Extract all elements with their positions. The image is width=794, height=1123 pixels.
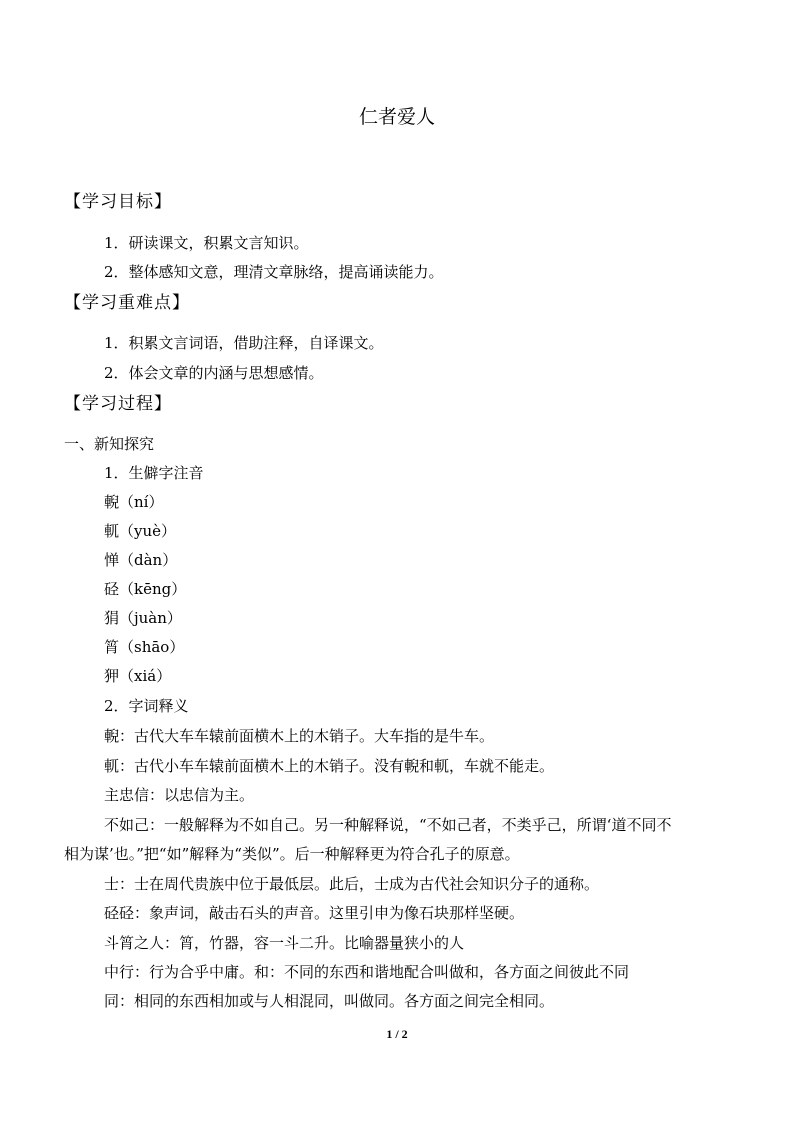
keypoints-heading: 【学习重难点】 xyxy=(64,293,190,313)
page-title: 仁者爱人 xyxy=(358,106,435,128)
definition-line: 相为谋’也。”把“如”解释为“类似”。后一种解释更为符合孔子的原意。 xyxy=(64,845,520,863)
subsection-pronunciation: 1．生僻字注音 xyxy=(104,464,204,482)
subsection-definitions: 2．字词释义 xyxy=(104,697,189,715)
keypoint-item-2: 2．体会文章的内涵与思想感情。 xyxy=(104,364,324,382)
goal-item-2: 2．整体感知文意，理清文章脉络，提高诵读能力。 xyxy=(104,263,444,281)
pinyin-item: 惮（dàn） xyxy=(104,551,178,569)
keypoint-item-1: 1．积累文言词语，借助注释，自译课文。 xyxy=(104,334,384,352)
pinyin-item: 輗（ní） xyxy=(104,493,164,511)
definition-line: 士：士在周代贵族中位于最低层。此后，士成为古代社会知识分子的通称。 xyxy=(104,875,600,893)
pinyin-item: 軏（yuè） xyxy=(104,522,177,540)
definition-line: 斗筲之人：筲，竹器，容一斗二升。比喻器量狭小的人 xyxy=(104,934,465,952)
page-number: 1 / 2 xyxy=(386,1027,408,1041)
definition-line: 硁硁：象声词，敲击石头的声音。这里引申为像石块那样坚硬。 xyxy=(104,904,525,922)
goals-heading: 【学习目标】 xyxy=(64,192,172,212)
pinyin-item: 筲（shāo） xyxy=(104,638,185,656)
definition-line: 軏：古代小车车辕前面横木上的木销子。没有輗和軏，车就不能走。 xyxy=(104,757,555,775)
goal-item-1: 1．研读课文，积累文言知识。 xyxy=(104,234,309,252)
definition-line: 同：相同的东西相加或与人相混同，叫做同。各方面之间完全相同。 xyxy=(104,992,555,1010)
pinyin-item: 狷（juàn） xyxy=(104,609,182,627)
definition-line: 主忠信：以忠信为主。 xyxy=(104,786,255,804)
pinyin-item: 硁（kēng） xyxy=(104,580,187,598)
definition-line: 不如己：一般解释为不如自己。另一种解释说，“不如己者，不类乎己，所谓‘道不同不 xyxy=(104,816,672,834)
definition-line: 輗：古代大车车辕前面横木上的木销子。大车指的是牛车。 xyxy=(104,727,495,745)
process-heading: 【学习过程】 xyxy=(64,394,172,414)
pinyin-item: 狎（xiá） xyxy=(104,667,172,685)
section-new-knowledge: 一、新知探究 xyxy=(64,435,155,453)
definition-line: 中行：行为合乎中庸。和：不同的东西和谐地配合叫做和，各方面之间彼此不同 xyxy=(104,963,630,981)
